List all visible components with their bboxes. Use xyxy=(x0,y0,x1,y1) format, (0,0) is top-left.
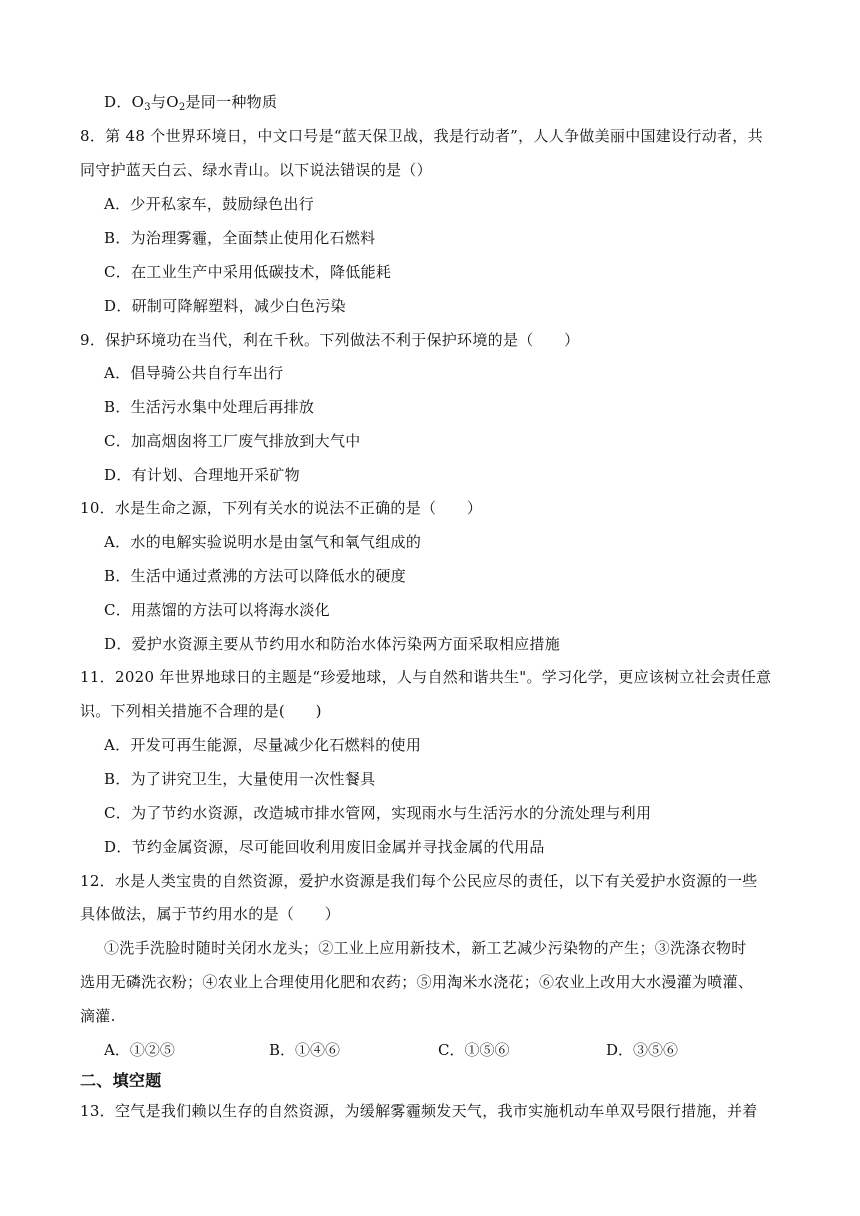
q10-stem: 10．水是生命之源，下列有关水的说法不正确的是（ ） xyxy=(80,499,483,517)
q8-option-a: A．少开私家车，鼓励绿色出行 xyxy=(104,195,315,213)
q12-choice-b: B．①④⑥ xyxy=(269,1041,341,1059)
q10-option-b: B．生活中通过煮沸的方法可以降低水的硬度 xyxy=(104,567,407,585)
q12-body-line1: ①洗手洗脸时随时关闭水龙头；②工业上应用新技术，新工艺减少污染物的产生；③洗涤衣物时 xyxy=(104,939,747,957)
q9-option-c: C．加高烟囱将工厂废气排放到大气中 xyxy=(104,432,361,450)
q12-body-line2: 选用无磷洗衣粉；④农业上合理使用化肥和农药；⑤用淘米水浇花；⑥农业上改用大水漫灌为喷灌、 xyxy=(80,973,754,991)
q10-option-a: A．水的电解实验说明水是由氢气和氧气组成的 xyxy=(104,533,422,551)
q9-stem: 9．保护环境功在当代，利在千秋。下列做法不利于保护环境的是（ ） xyxy=(80,331,580,349)
q10-option-d: D．爱护水资源主要从节约用水和防治水体污染两方面采取相应措施 xyxy=(104,635,561,653)
q8-option-b: B．为治理雾霾，全面禁止使用化石燃料 xyxy=(104,229,376,247)
q9-option-a: A．倡导骑公共自行车出行 xyxy=(104,364,284,382)
q8-option-c: C．在工业生产中采用低碳技术，降低能耗 xyxy=(104,263,392,281)
q9-option-b: B．生活污水集中处理后再排放 xyxy=(104,398,315,416)
q11-option-b: B．为了讲究卫生，大量使用一次性餐具 xyxy=(104,770,376,788)
q10-option-c: C．用蒸馏的方法可以将海水淡化 xyxy=(104,601,330,619)
q7-option-d: D．$O_3$与$O_2$是同一种物质 xyxy=(104,93,278,113)
q13-stem-line1: 13．空气是我们赖以生存的自然资源，为缓解雾霾频发天气，我市实施机动车单双号限行措施，并着 xyxy=(80,1102,758,1120)
q12-choice-a: A．①②⑤ xyxy=(104,1041,175,1059)
q11-option-a: A．开发可再生能源，尽量减少化石燃料的使用 xyxy=(104,736,422,754)
q12-body-line3: 滴灌. xyxy=(80,1007,116,1025)
q8-stem-line1: 8．第 48 个世界环境日，中文口号是“蓝天保卫战，我是行动者”，人人争做美丽中国建设行动者，共 xyxy=(80,127,763,145)
q11-stem-line1: 11．2020 年世界地球日的主题是“珍爱地球，人与自然和谐共生"。学习化学，更应该树立社会责任意 xyxy=(80,668,772,686)
q11-option-d: D．节约金属资源，尽可能回收利用废旧金属并寻找金属的代用品 xyxy=(104,838,545,856)
q12-choice-d: D．③⑤⑥ xyxy=(606,1041,679,1059)
q12-choice-c: C．①⑤⑥ xyxy=(438,1041,510,1059)
section-title: 二、填空题 xyxy=(80,1071,162,1090)
q11-option-c: C．为了节约水资源，改造城市排水管网，实现雨水与生活污水的分流处理与利用 xyxy=(104,804,652,822)
q9-option-d: D．有计划、合理地开采矿物 xyxy=(104,466,300,484)
q8-option-d: D．研制可降解塑料，减少白色污染 xyxy=(104,297,346,315)
q12-stem-line2: 具体做法，属于节约用水的是（ ） xyxy=(80,905,341,923)
q12-stem-line1: 12．水是人类宝贵的自然资源，爱护水资源是我们每个公民应尽的责任，以下有关爱护水资源的一些 xyxy=(80,872,758,890)
q11-stem-line2: 识。下列相关措施不合理的是( ) xyxy=(80,702,322,720)
q8-stem-line2: 同守护蓝天白云、绿水青山。以下说法错误的是（） xyxy=(80,161,432,179)
